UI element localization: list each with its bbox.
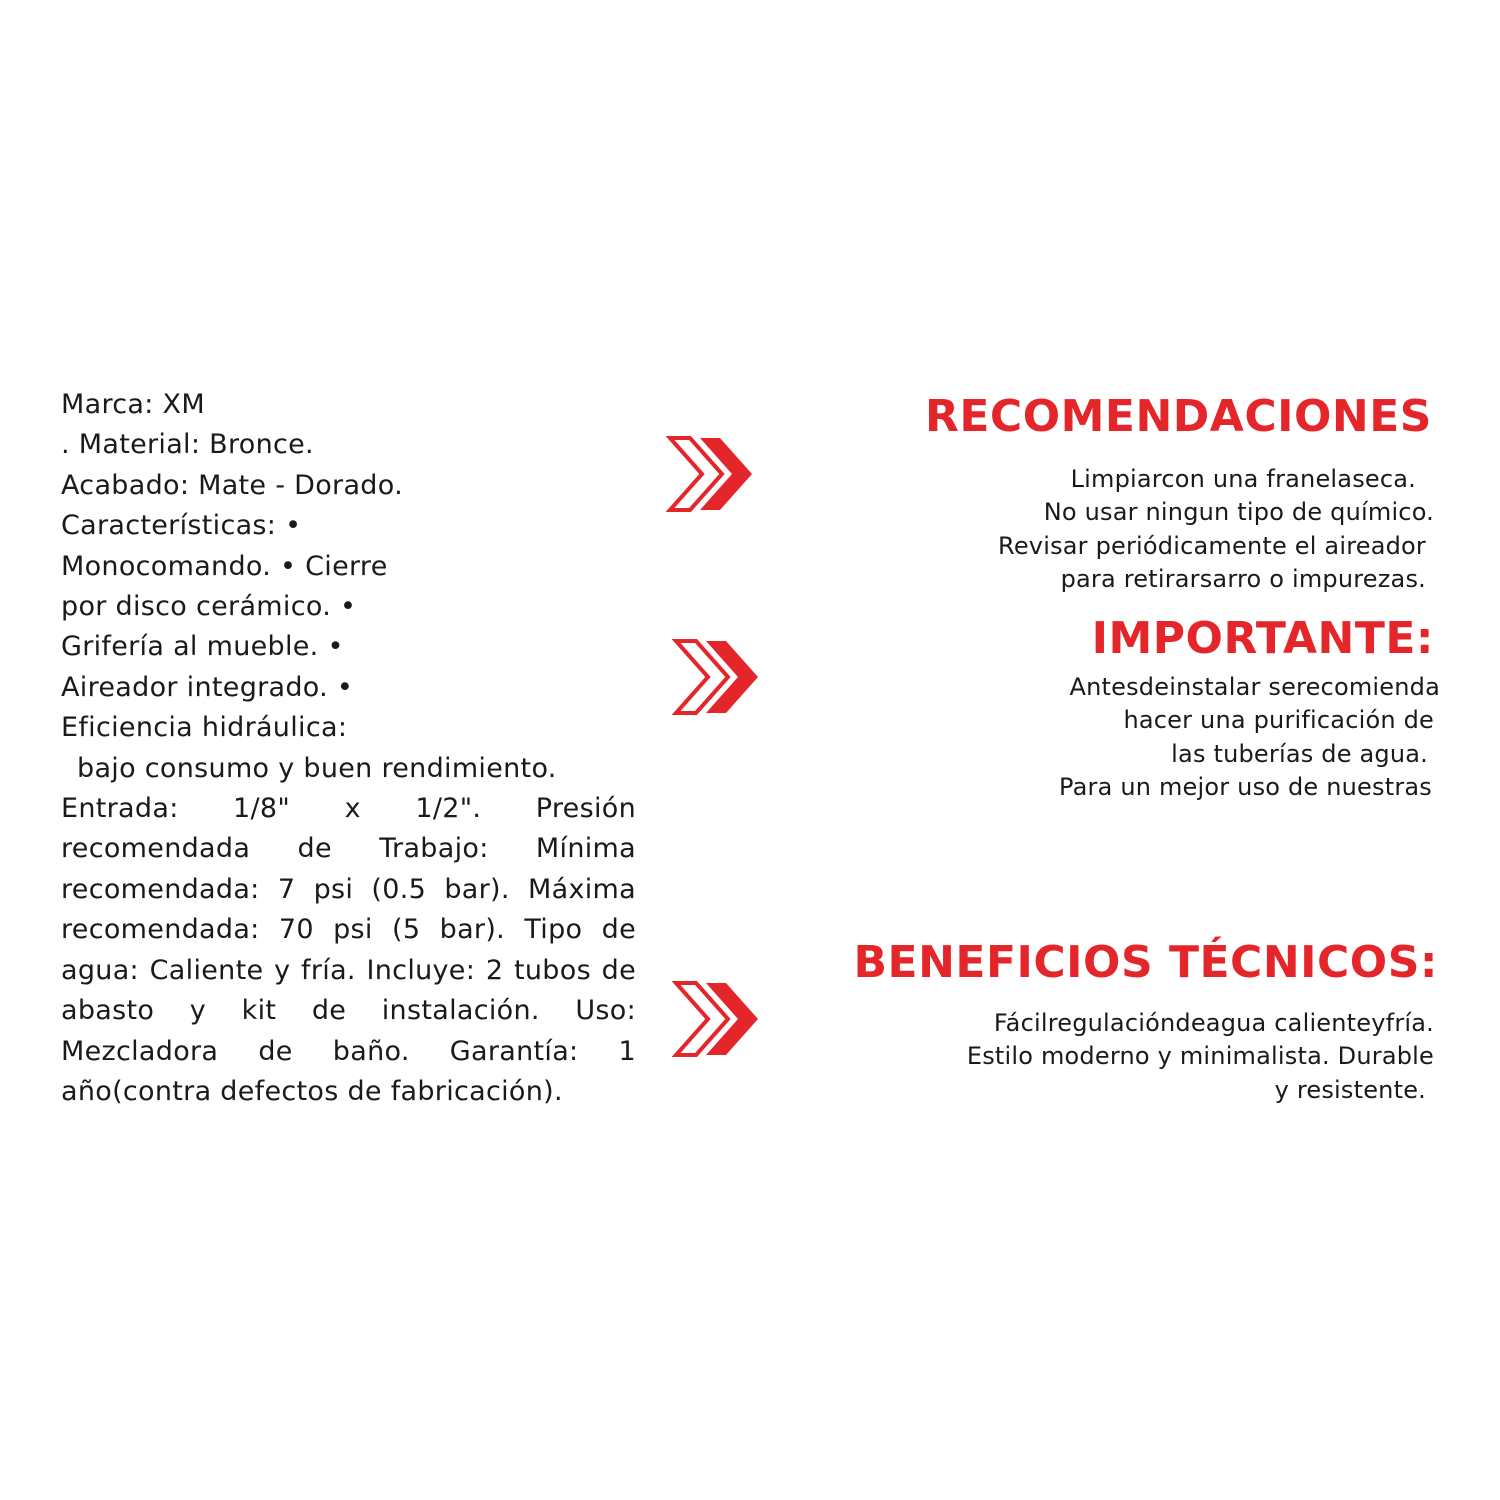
importante-body [1059, 671, 1440, 804]
recomendaciones-line: para retirarsarro o impurezas. [1060, 564, 1426, 593]
importante-line: Para un mejor uso de nuestras [1059, 772, 1432, 801]
spec-line: Eficiencia hidráulica: [61, 712, 348, 744]
product-specs [61, 385, 636, 1112]
importante-line: hacer una purificación de [1123, 706, 1434, 735]
spec-line: Características: • [61, 510, 302, 542]
beneficios-line: y resistente. [1274, 1075, 1426, 1104]
beneficios-body [967, 1007, 1434, 1107]
beneficios-line: Estilo moderno y minimalista. Durable [966, 1042, 1434, 1071]
importante-line: las tuberías de agua. [1171, 739, 1428, 768]
double-chevron-right-icon-svg [672, 637, 762, 717]
spec-line: Marca: XM [61, 389, 205, 420]
spec-line: Aireador integrado. • [61, 671, 354, 703]
double-chevron-right-icon [672, 979, 762, 1059]
beneficios-line: Fácilregulacióndeagua calienteyfría. [993, 1009, 1434, 1037]
recomendaciones-line: Limpiarcon una franelaseca. [1070, 465, 1416, 493]
double-chevron-right-icon-svg [672, 979, 762, 1059]
spec-line: por disco cerámico. • [61, 591, 357, 623]
recomendaciones-line: Revisar periódicamente el aireador [998, 531, 1426, 560]
spec-line: Monocomando. • Cierre [61, 550, 388, 582]
spec-line: bajo consumo y buen rendimiento. [77, 752, 557, 784]
importante-title: IMPORTANTE: [1091, 613, 1434, 664]
spec-line: Grifería al mueble. • [61, 631, 344, 663]
recomendaciones-line: No usar ningun tipo de químico. [1043, 498, 1434, 527]
double-chevron-right-icon-svg [666, 434, 756, 514]
double-chevron-right-icon [672, 637, 762, 717]
spec-line: . Material: Bronce. [61, 429, 314, 461]
recomendaciones-title: RECOMENDACIONES [924, 391, 1432, 442]
spec-line: Acabado: Mate - Dorado. [61, 469, 403, 501]
spec-paragraph: Entrada: 1/8" x 1/2". Presión recomendada de Trabajo: Mínima recomendada: 7 psi (0.5 bar). Máxima recomendada: 70 psi (5 bar). Tipo de agua: Caliente y fría. Incluye: 2 tubos de abasto y kit de instalación. Uso: Mezcladora de baño. Garantía: 1 año(contra defectos de fabricación). [61, 793, 636, 1107]
double-chevron-right-icon [666, 434, 756, 514]
importante-line: Antesdeinstalar serecomienda [1069, 673, 1440, 701]
beneficios-title: BENEFICIOS TÉCNICOS: [853, 937, 1438, 988]
recomendaciones-body [998, 463, 1434, 596]
